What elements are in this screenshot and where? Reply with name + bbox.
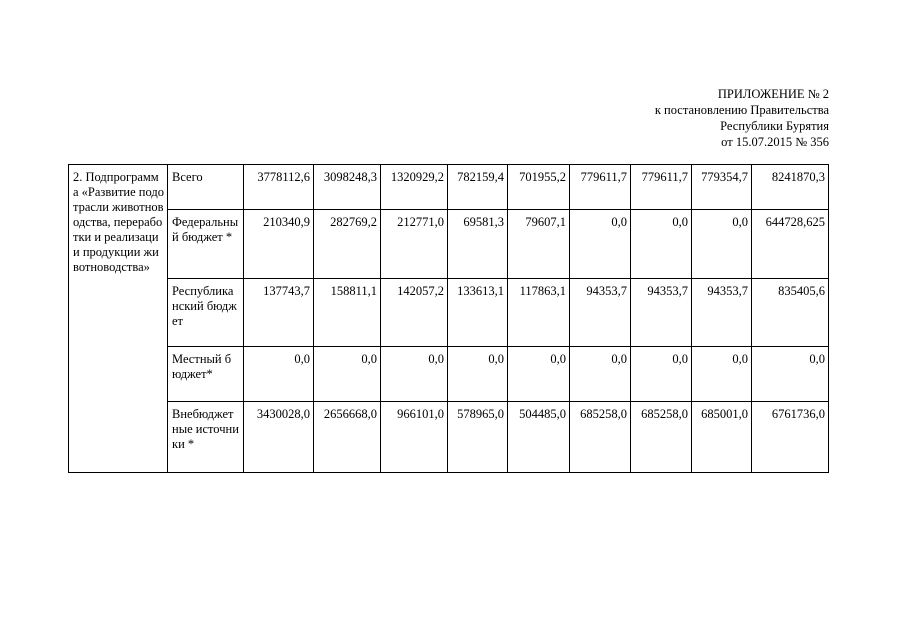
value-cell: 212771,0: [381, 210, 448, 279]
table-row: [69, 279, 829, 347]
appendix-header: [655, 86, 829, 150]
value-cell: 966101,0: [381, 402, 448, 473]
value-cell: 0,0: [448, 347, 508, 402]
value-cell: 3778112,6: [244, 165, 314, 210]
value-cell: 210340,9: [244, 210, 314, 279]
value-cell: 0,0: [381, 347, 448, 402]
value-cell: 6761736,0: [752, 402, 829, 473]
appendix-title: ПРИЛОЖЕНИЕ № 2: [717, 87, 829, 101]
value-cell: 0,0: [570, 210, 631, 279]
value-cell: 158811,1: [314, 279, 381, 347]
value-cell: 779354,7: [692, 165, 752, 210]
appendix-line-2: к постановлению Правительства: [654, 103, 829, 117]
table-row: [69, 402, 829, 473]
value-cell: 0,0: [752, 347, 829, 402]
budget-table: [68, 164, 829, 473]
table-row: [69, 165, 829, 210]
value-cell: 2656668,0: [314, 402, 381, 473]
source-cell: Всего: [168, 165, 244, 210]
value-cell: 0,0: [631, 347, 692, 402]
value-cell: 3430028,0: [244, 402, 314, 473]
value-cell: 701955,2: [508, 165, 570, 210]
appendix-line-4: от 15.07.2015 № 356: [721, 135, 829, 149]
value-cell: 79607,1: [508, 210, 570, 279]
value-cell: 137743,7: [244, 279, 314, 347]
value-cell: 94353,7: [570, 279, 631, 347]
appendix-line-3: Республики Бурятия: [720, 119, 829, 133]
value-cell: 0,0: [570, 347, 631, 402]
value-cell: 0,0: [508, 347, 570, 402]
value-cell: 835405,6: [752, 279, 829, 347]
value-cell: 69581,3: [448, 210, 508, 279]
value-cell: 782159,4: [448, 165, 508, 210]
source-cell: Местный бюджет*: [168, 347, 244, 402]
value-cell: 1320929,2: [381, 165, 448, 210]
value-cell: 117863,1: [508, 279, 570, 347]
value-cell: 8241870,3: [752, 165, 829, 210]
value-cell: 142057,2: [381, 279, 448, 347]
source-cell: Внебюджетные источники *: [168, 402, 244, 473]
value-cell: 779611,7: [570, 165, 631, 210]
table-row: [69, 347, 829, 402]
value-cell: 644728,625: [752, 210, 829, 279]
value-cell: 685001,0: [692, 402, 752, 473]
value-cell: 685258,0: [631, 402, 692, 473]
table-row: [69, 210, 829, 279]
value-cell: 0,0: [244, 347, 314, 402]
source-cell: Федеральный бюджет *: [168, 210, 244, 279]
value-cell: 0,0: [692, 210, 752, 279]
value-cell: 94353,7: [631, 279, 692, 347]
value-cell: 504485,0: [508, 402, 570, 473]
source-cell: Республиканский бюджет: [168, 279, 244, 347]
value-cell: 0,0: [314, 347, 381, 402]
value-cell: 685258,0: [570, 402, 631, 473]
value-cell: 3098248,3: [314, 165, 381, 210]
value-cell: 578965,0: [448, 402, 508, 473]
value-cell: 133613,1: [448, 279, 508, 347]
value-cell: 94353,7: [692, 279, 752, 347]
program-cell: 2. Подпрограмма «Развитие подотрасли животноводства, переработки и реализации продукции животноводства»: [69, 165, 168, 473]
value-cell: 0,0: [631, 210, 692, 279]
value-cell: 779611,7: [631, 165, 692, 210]
value-cell: 282769,2: [314, 210, 381, 279]
value-cell: 0,0: [692, 347, 752, 402]
